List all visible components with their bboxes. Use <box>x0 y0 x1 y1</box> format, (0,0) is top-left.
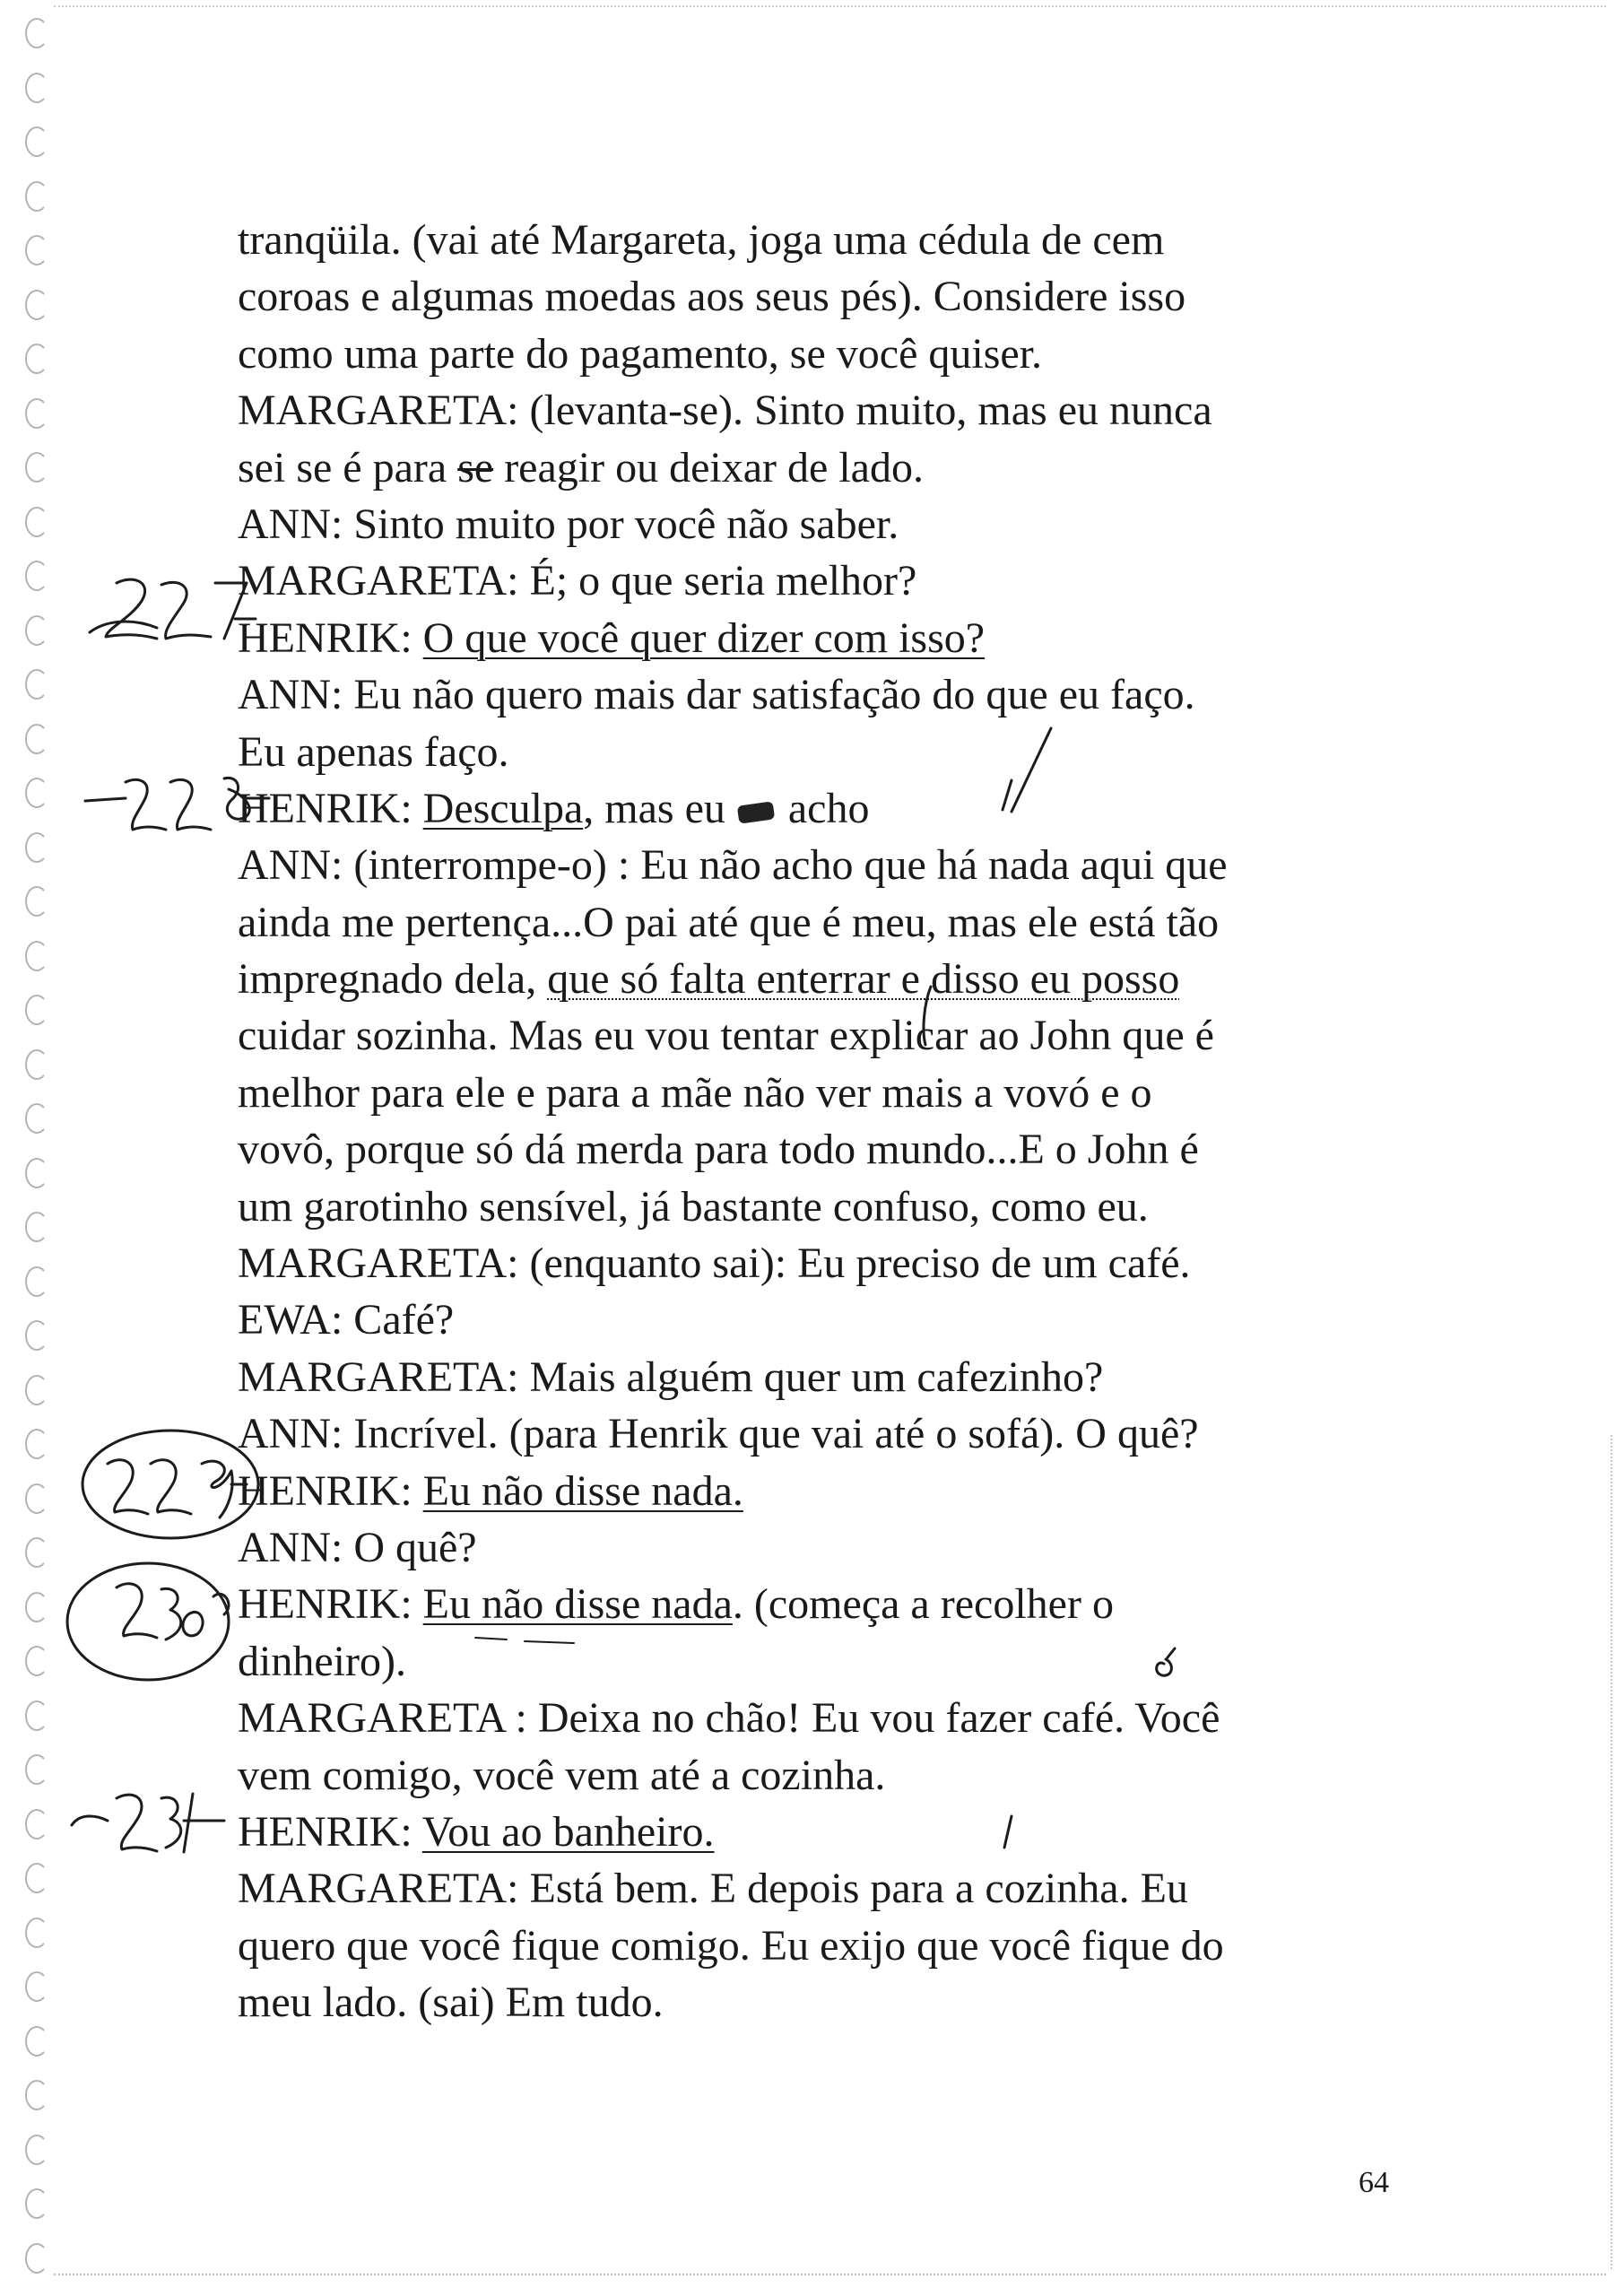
text-line: MARGARETA : Deixa no chão! Eu vou fazer café. Você <box>238 1694 1220 1743</box>
text-line: ANN: O quê? <box>238 1523 477 1571</box>
page-number: 64 <box>1359 2166 1389 2199</box>
binder-hole <box>25 398 48 429</box>
binder-holes <box>25 18 52 2287</box>
binder-hole <box>25 1049 48 1080</box>
binder-hole <box>25 73 48 103</box>
cue-number-mark <box>67 1563 229 1680</box>
underlined-line: Eu não disse nada. <box>422 1466 743 1515</box>
text-line: EWA: Café? <box>238 1296 455 1344</box>
text-line <box>238 1804 1430 1860</box>
binder-hole <box>25 1103 48 1134</box>
binder-hole <box>25 995 48 1025</box>
text-segment: impregnado dela, <box>238 955 548 1004</box>
binder-hole <box>25 181 48 212</box>
binder-hole <box>25 344 48 374</box>
binder-hole <box>25 886 48 917</box>
text-line: meu lado. (sai) Em tudo. <box>238 1979 664 2027</box>
text-line <box>238 1576 1430 1632</box>
cue-number-mark <box>90 579 256 639</box>
text-line <box>238 610 1430 666</box>
binder-hole <box>25 2080 48 2110</box>
binder-hole <box>25 2135 48 2165</box>
text-line: cuidar sozinha. Mas eu vou tentar explicar ao John que é <box>238 1012 1214 1060</box>
binder-hole <box>25 507 48 537</box>
binder-hole <box>25 778 48 808</box>
binder-hole <box>25 1266 48 1297</box>
text-line <box>238 780 1430 837</box>
binder-hole <box>25 1809 48 1839</box>
text-line <box>238 951 1430 1007</box>
cue-number-mark <box>72 1794 224 1852</box>
underlined-line: O que você quer dizer com isso? <box>422 613 986 662</box>
binder-hole <box>25 1918 48 1948</box>
binder-hole <box>25 669 48 700</box>
binder-hole <box>25 941 48 971</box>
text-line: ANN: Eu não quero mais dar satisfação do que eu faço. <box>238 671 1195 719</box>
binder-hole <box>25 1375 48 1405</box>
page-bottom-edge <box>54 2274 1606 2275</box>
text-segment: . (começa a recolher o <box>732 1580 1114 1629</box>
binder-hole <box>25 1212 48 1242</box>
text-line: quero que você fique comigo. Eu exijo que você fique do <box>238 1921 1224 1970</box>
underlined-line: Vou ao banheiro. <box>421 1807 715 1856</box>
binder-hole <box>25 1429 48 1459</box>
text-line: Eu apenas faço. <box>238 727 509 776</box>
text-line <box>238 1463 1430 1519</box>
speaker-label: HENRIK: <box>238 613 423 662</box>
scribble-mark <box>737 801 775 823</box>
binder-hole <box>25 452 48 483</box>
text-line: vem comigo, você vem até a cozinha. <box>238 1751 886 1799</box>
binder-hole <box>25 1863 48 1893</box>
text-line: MARGARETA: É; o que seria melhor? <box>238 557 917 605</box>
text-line: como uma parte do pagamento, se você quiser. <box>238 329 1043 378</box>
text-line: MARGARETA: Mais alguém quer um cafezinho? <box>238 1352 1104 1401</box>
binder-hole <box>25 724 48 754</box>
text-line: MARGARETA: Está bem. E depois para a cozinha. Eu <box>238 1865 1188 1913</box>
binder-hole <box>25 1158 48 1188</box>
binder-hole <box>25 2026 48 2057</box>
binder-hole <box>25 1320 48 1351</box>
text-line: ANN: Incrível. (para Henrik que vai até o sofá). O quê? <box>238 1410 1199 1458</box>
binder-hole <box>25 2188 48 2219</box>
text-segment: , mas eu <box>583 784 736 832</box>
text-line: um garotinho sensível, já bastante confuso, como eu. <box>238 1182 1149 1231</box>
text-line: vovô, porque só dá merda para todo mundo...E o John é <box>238 1126 1199 1174</box>
page-top-edge <box>54 5 1606 7</box>
text-line: tranqüila. (vai até Margareta, joga uma cédula de cem <box>238 216 1165 264</box>
text-line <box>238 439 1430 496</box>
speaker-label: HENRIK: <box>238 1466 423 1515</box>
speaker-label: HENRIK: <box>238 1807 422 1856</box>
binder-hole <box>25 1700 48 1731</box>
speaker-label: HENRIK: <box>238 784 423 832</box>
cue-number-mark <box>83 1431 258 1538</box>
crossed-word: se <box>457 443 494 491</box>
binder-hole <box>25 1971 48 2002</box>
underlined-line: Eu não disse nada <box>422 1580 733 1629</box>
binder-hole <box>25 561 48 591</box>
text-line: coroas e algumas moedas aos seus pés). Considere isso <box>238 273 1186 321</box>
speaker-label: HENRIK: <box>238 1580 423 1629</box>
text-segment: acho <box>777 784 870 832</box>
underlined-word: Desculpa <box>422 784 584 832</box>
binder-hole <box>25 290 48 320</box>
text-line: melhor para ele e para a mãe não ver mais a vovó e o <box>238 1068 1152 1117</box>
binder-hole <box>25 2243 48 2274</box>
text-line: ainda me pertença...O pai até que é meu, mas ele está tão <box>238 898 1220 946</box>
binder-hole <box>25 1592 48 1622</box>
binder-hole <box>25 126 48 157</box>
text-line: MARGARETA: (enquanto sai): Eu preciso de um café. <box>238 1239 1191 1288</box>
binder-hole <box>25 235 48 265</box>
binder-hole <box>25 1754 48 1785</box>
binder-hole <box>25 1646 48 1676</box>
binder-hole <box>25 1537 48 1568</box>
underlined-phrase: que só falta enterrar e disso eu posso <box>547 955 1180 1004</box>
text-line: MARGARETA: (levanta-se). Sinto muito, mas eu nunca <box>238 387 1212 435</box>
binder-hole <box>25 832 48 863</box>
page-right-edge <box>1611 1435 1612 2269</box>
binder-hole <box>25 18 48 48</box>
text-segment: sei se é para <box>238 443 458 491</box>
text-line: dinheiro). <box>238 1637 406 1685</box>
binder-hole <box>25 615 48 646</box>
text-line: ANN: (interrompe-o) : Eu não acho que há nada aqui que <box>238 841 1228 890</box>
binder-hole <box>25 1483 48 1514</box>
text-segment: reagir ou deixar de lado. <box>493 443 924 491</box>
script-text <box>238 212 1430 2031</box>
text-line: ANN: Sinto muito por você não saber. <box>238 500 899 548</box>
